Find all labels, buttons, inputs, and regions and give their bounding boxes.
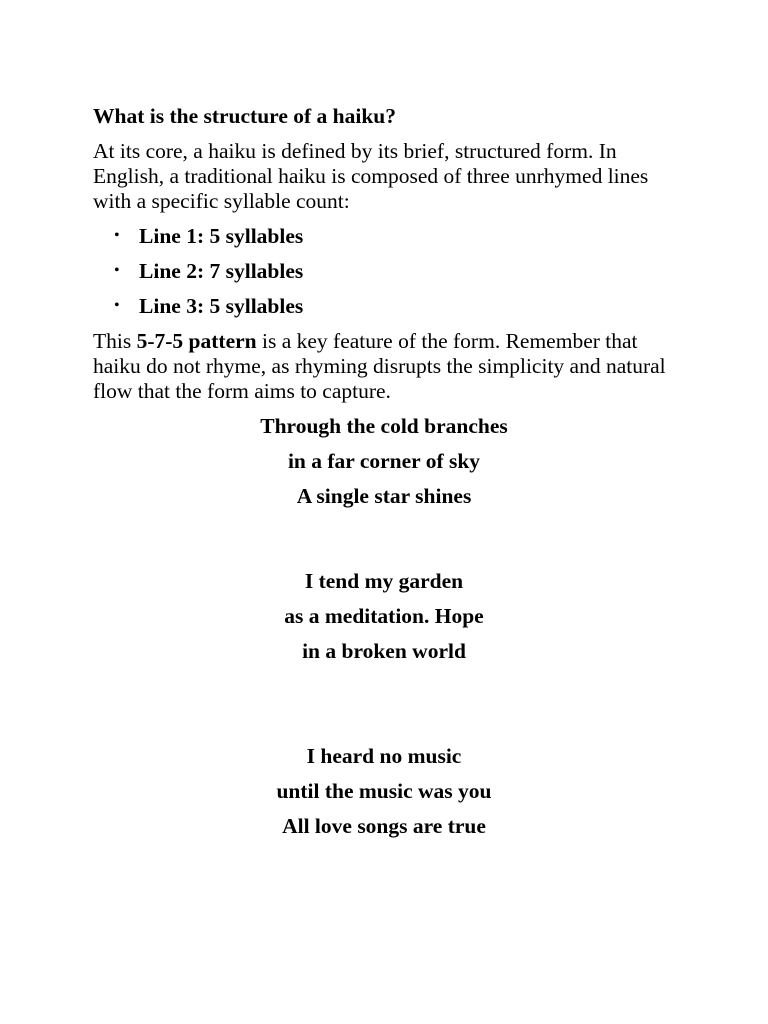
list-item-text: Line 1: 5 syllables <box>139 224 304 248</box>
pattern-text-bold: 5-7-5 pattern <box>136 329 257 353</box>
haiku-line: in a far corner of sky <box>287 449 481 473</box>
list-item-text: Line 2: 7 syllables <box>139 259 304 283</box>
list-item-text: Line 3: 5 syllables <box>139 294 304 318</box>
section-heading: What is the structure of a haiku? <box>93 104 397 128</box>
bullet-icon: • <box>114 297 120 314</box>
intro-paragraph: At its core, a haiku is defined by its brief, structured form. In English, a traditional haiku is composed of three unrhymed lines with a specific syllable count: <box>93 139 649 213</box>
haiku-line: until the music was you <box>276 779 492 803</box>
haiku-line: as a meditation. Hope <box>284 604 484 628</box>
list-item <box>93 223 303 258</box>
haiku-line: in a broken world <box>302 639 466 663</box>
haiku-3 <box>0 743 768 848</box>
haiku-1 <box>0 413 768 518</box>
haiku-line: A single star shines <box>296 484 472 508</box>
pattern-text-after: is a key feature of the form. Remember that haiku do not rhyme, as rhyming disrupts the simplicity and natural flow that the form aims to capture. <box>93 329 666 403</box>
haiku-line: All love songs are true <box>282 814 486 838</box>
bullet-icon: • <box>114 262 120 279</box>
haiku-line: I heard no music <box>306 744 462 768</box>
haiku-line: Through the cold branches <box>260 414 508 438</box>
list-item <box>93 258 303 293</box>
bullet-icon: • <box>114 227 120 244</box>
haiku-2 <box>0 568 768 673</box>
pattern-text-before: This <box>93 329 137 353</box>
pattern-paragraph <box>93 329 683 404</box>
syllable-list <box>93 223 303 328</box>
list-item <box>93 293 303 328</box>
haiku-line: I tend my garden <box>304 569 464 593</box>
